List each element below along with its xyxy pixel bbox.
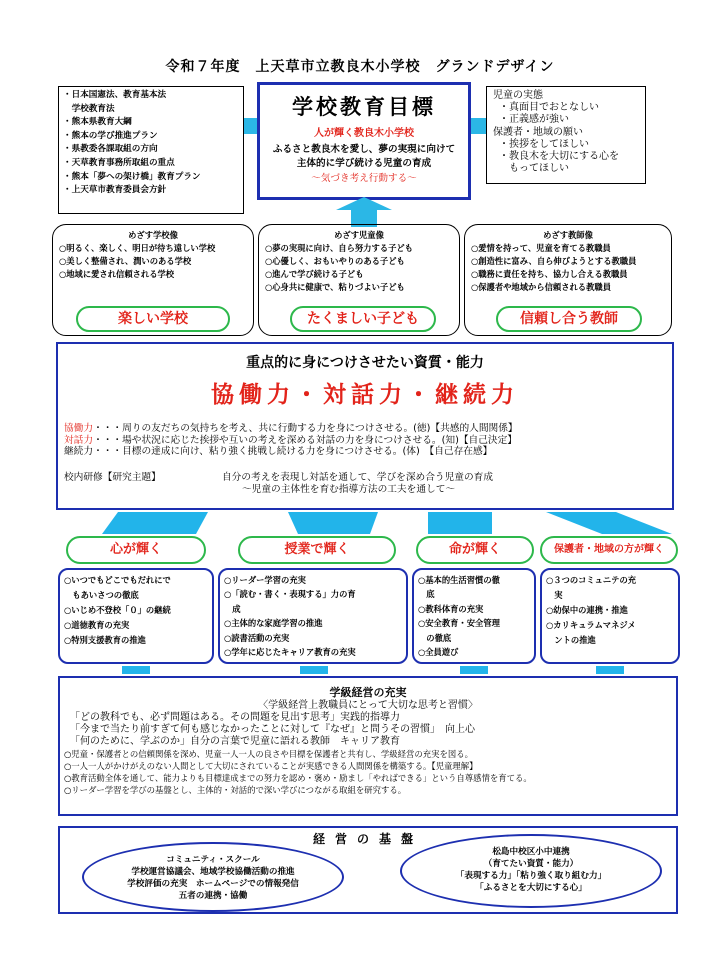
connector-pillar-1 — [122, 666, 150, 674]
core-big: 協働力・対話力・継続力 — [211, 382, 519, 408]
aim-child: めざす児童像 ○夢の実現に向け、自ら努力する子ども ○心優しく、おもいやりのある子ども ○進んで学び続ける子ども ○心身共に健康で、粘りづよい子ども — [258, 224, 460, 336]
school-goal — [257, 82, 471, 200]
aim-label-school: 楽しい学校 — [76, 306, 230, 332]
page-title: 令和７年度 上天草市立教良木小学校 グランドデザイン — [165, 59, 555, 75]
base-school-liaison: 松島中校区小中連携 （育てたい資質・能力） 「表現する力」「粘り強く取り組む力」 「ふるさとを大切にする心」 — [400, 834, 662, 908]
pillar-life: ○基本的生活習慣の徹 底 ○教科体育の充実 ○安全教育・安全管理 の徹底 ○全員遊び — [412, 568, 536, 664]
core-competencies: 重点的に身につけさせたい資質・能力 協働力・対話力・継続力 協働力・・・周りの友だちの気持ちを考え、共に行動する力を身につけさせる。(徳)【共感的人間関係】 対話力・・・場や状況に応じた挨拶や互いの考えを深める対話の力を身につけさせる。(知)【自己決定】 継続力・・・目標の達成に向け、粘り強く挑戦し続ける力を身につけさせる。(体) 【自己存在感】 校内研修【研究主題】 自分の考えを表現し対話を通して、学びを深め合う児童の育成 ～児童の主体性を育む指導方法の工夫を通して～ — [56, 342, 674, 510]
pillar-label-class: 授業で輝く — [238, 536, 396, 564]
goal-subtitle: 人が輝く教良木小学校 — [314, 128, 414, 139]
goal-line-1: ふるさと教良木を愛し、夢の実現に向けて — [272, 144, 456, 155]
class-heading: 学級経営の充実 — [329, 686, 407, 699]
base-heading: 経営の基盤 — [312, 832, 423, 846]
research-theme: 自分の考えを表現し対話を通して、学びを深め合う児童の育成 — [222, 471, 494, 483]
aim-school: めざす学校像 ○明るく、楽しく、明日が待ち遠しい学校 ○美しく整備され、潤いのある学校 ○地域に愛され信頼される学校 — [52, 224, 254, 336]
laws-list: ・日本国憲法、教育基本法 学校教育法 ・熊本県教育大綱 ・熊本の学び推進プラン ・県教委各課取組の方向 ・天草教育事務所取組の重点 ・熊本「夢への架け橋」教育プラン ・上天草市教育委員会方針 — [58, 86, 244, 214]
connector-pillar-3 — [460, 666, 488, 674]
base-community-school: コミュニティ・スクール 学校運営協議会、地域学校協働活動の推進 学校評価の充実 ホームページでの情報発信 五者の連携・協働 — [82, 842, 344, 912]
aim-teacher: めざす教師像 ○愛情を持って、児童を育てる教職員 ○創造性に富み、自ら伸びようとする教職員 ○職務に責任を持ち、協力し合える教職員 ○保護者や地域から信頼される教職員 — [464, 224, 672, 336]
research-label: 校内研修【研究主題】 — [64, 471, 161, 483]
aim-label-child: たくましい子ども — [290, 306, 436, 332]
goal-motto: ～気づき考え行動する～ — [311, 173, 417, 184]
connector-right — [470, 118, 486, 134]
aim-label-teacher: 信頼し合う教師 — [496, 306, 642, 332]
pillar-community: ○３つのコミュニテの充 実 ○幼保中の連携・推進 ○カリキュラムマネジメ ントの推進 — [540, 568, 680, 664]
research-subtheme: ～児童の主体性を育む指導方法の工夫を通して～ — [242, 483, 456, 495]
pillar-class: ○リーダー学習の充実 ○「読む・書く・表現する」力の育 成 ○主体的な家庭学習の推進 ○読書活動の充実 ○学年に応じたキャリア教育の充実 — [218, 568, 408, 664]
pillar-heart: ○いつでもどこでもだれにで もあいさつの徹底 ○いじめ不登校「０」の継続 ○道徳教育の充実 ○特別支援教育の推進 — [58, 568, 214, 664]
class-management: 学級経営の充実 〈学級経営上教職員にとって大切な思考と習慣〉 「どの教科でも、必ず問題はある。その問題を見出す思考」実践的指導力 「今まで当たり前すぎて何も感じなかったことに対して『なぜ』と問うその習慣」 向上心 「何のために、学ぶのか」自分の言葉で児童に語れる教師 キャリア教育 ○児童・保護者との信頼関係を深め、児童一人一人の良さや目標を保護者と共有し、学級経営の充実を図る。 ○一人一人がかけがえのない人間として大切にされていることが実感できる人間関係を構築する。【児童理解】 ○教育活動全体を通して、能力よりも目標達成までの努力を認め・褒め・励まし「やればできる」という自尊感情を育てる。 ○リーダー学習を学びの基盤とし、主体的・対話的で深い学びにつながる取組を研究する。 — [58, 676, 678, 816]
connector-pillar-2 — [300, 666, 328, 674]
up-arrow-icon — [336, 197, 392, 227]
needs-box: 児童の実態 ・真面目でおとなしい ・正義感が強い 保護者・地域の願い ・挨拶をしてほしい ・教良木を大切にする心を もってほしい — [486, 86, 646, 184]
connector-pillar-4 — [596, 666, 624, 674]
pillar-label-community: 保護者・地域の方が輝く — [540, 536, 678, 564]
core-heading: 重点的に身につけさせたい資質・能力 — [246, 355, 484, 371]
pillar-label-life: 命が輝く — [416, 536, 534, 564]
goal-heading: 学校教育目標 — [292, 95, 436, 119]
management-base — [58, 826, 678, 914]
goal-line-2: 主体的に学び続ける児童の育成 — [296, 158, 432, 169]
pillar-label-heart: 心が輝く — [66, 536, 206, 564]
